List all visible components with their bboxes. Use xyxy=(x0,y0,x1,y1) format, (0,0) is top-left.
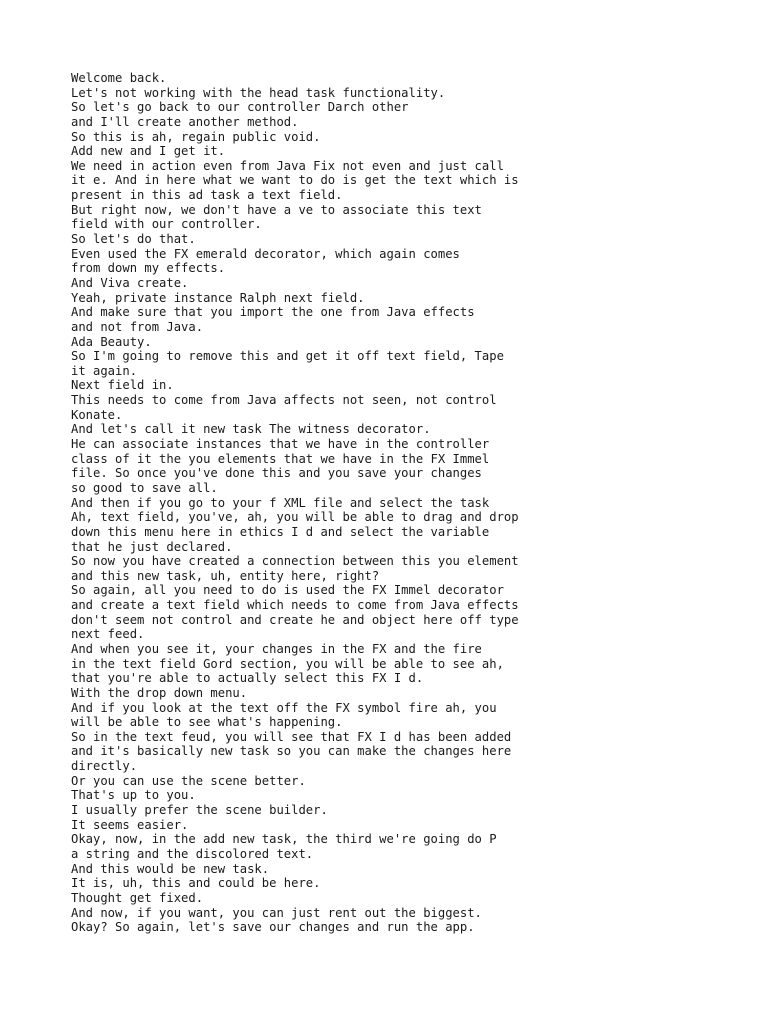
text-line: Konate. xyxy=(71,407,123,422)
text-line: And Viva create. xyxy=(71,275,189,290)
text-line: So in the text feud, you will see that FX I d has been added xyxy=(71,729,512,744)
text-line: it e. And in here what we want to do is get the text which is xyxy=(71,173,519,188)
text-line: it again. xyxy=(71,363,138,378)
text-line: down this menu here in ethics I d and select the variable xyxy=(71,524,490,539)
text-line: directly. xyxy=(71,759,138,774)
text-line: Ada Beauty. xyxy=(71,334,152,349)
text-line: That's up to you. xyxy=(71,788,196,803)
text-line: Thought get fixed. xyxy=(71,890,204,905)
text-line: and not from Java. xyxy=(71,319,204,334)
text-line: This needs to come from Java affects not seen, not control xyxy=(71,393,497,408)
text-line: We need in action even from Java Fix not even and just call xyxy=(71,158,504,173)
text-line: Let's not working with the head task functionality. xyxy=(71,85,446,100)
text-line: Welcome back. xyxy=(71,71,167,85)
text-line: Ah, text field, you've, ah, you will be able to drag and drop xyxy=(71,510,519,525)
text-line: I usually prefer the scene builder. xyxy=(71,803,328,818)
text-line: So let's go back to our controller Darch other xyxy=(71,100,409,115)
transcript-text-block xyxy=(71,71,751,935)
text-line: and this new task, uh, entity here, right? xyxy=(71,568,380,583)
text-line: But right now, we don't have a ve to associate this text xyxy=(71,202,482,217)
text-line: will be able to see what's happening. xyxy=(71,715,343,730)
text-line: so good to save all. xyxy=(71,480,218,495)
text-line: field with our controller. xyxy=(71,217,262,232)
text-line: and it's basically new task so you can make the changes here xyxy=(71,744,512,759)
text-line: So now you have created a connection between this you element xyxy=(71,554,519,569)
text-line: that he just declared. xyxy=(71,539,233,554)
text-line: It seems easier. xyxy=(71,817,189,832)
text-line: Next field in. xyxy=(71,378,174,393)
text-line: And when you see it, your changes in the FX and the fire xyxy=(71,641,482,656)
text-line: in the text field Gord section, you will be able to see ah, xyxy=(71,656,504,671)
text-line: Or you can use the scene better. xyxy=(71,773,306,788)
text-line: Yeah, private instance Ralph next field. xyxy=(71,290,365,305)
text-line: that you're able to actually select this FX I d. xyxy=(71,671,424,686)
text-line: Okay? So again, let's save our changes and run the app. xyxy=(71,920,475,935)
text-line: And make sure that you import the one from Java effects xyxy=(71,305,475,320)
text-line: And let's call it new task The witness decorator. xyxy=(71,422,431,437)
text-line: file. So once you've done this and you save your changes xyxy=(71,466,482,481)
text-line: He can associate instances that we have in the controller xyxy=(71,437,490,452)
text-line: Okay, now, in the add new task, the third we're going do P xyxy=(71,832,497,847)
text-line: And this would be new task. xyxy=(71,861,270,876)
text-line: And if you look at the text off the FX symbol fire ah, you xyxy=(71,700,497,715)
text-line: So let's do that. xyxy=(71,232,196,247)
text-line: It is, uh, this and could be here. xyxy=(71,876,321,891)
text-line: and I'll create another method. xyxy=(71,114,299,129)
text-line: Add new and I get it. xyxy=(71,144,226,159)
text-line: So this is ah, regain public void. xyxy=(71,129,321,144)
text-line: from down my effects. xyxy=(71,261,226,276)
text-line: So I'm going to remove this and get it off text field, Tape xyxy=(71,349,504,364)
text-line: Even used the FX emerald decorator, which again comes xyxy=(71,246,460,261)
text-line: don't seem not control and create he and object here off type xyxy=(71,612,519,627)
text-line: next feed. xyxy=(71,627,145,642)
text-line: a string and the discolored text. xyxy=(71,846,314,861)
text-line: And now, if you want, you can just rent out the biggest. xyxy=(71,905,482,920)
text-line: and create a text field which needs to come from Java effects xyxy=(71,598,519,613)
text-line: present in this ad task a text field. xyxy=(71,188,343,203)
text-line: And then if you go to your f XML file and select the task xyxy=(71,495,490,510)
text-line: class of it the you elements that we have in the FX Immel xyxy=(71,451,490,466)
text-line: So again, all you need to do is used the FX Immel decorator xyxy=(71,583,504,598)
text-line: With the drop down menu. xyxy=(71,685,248,700)
